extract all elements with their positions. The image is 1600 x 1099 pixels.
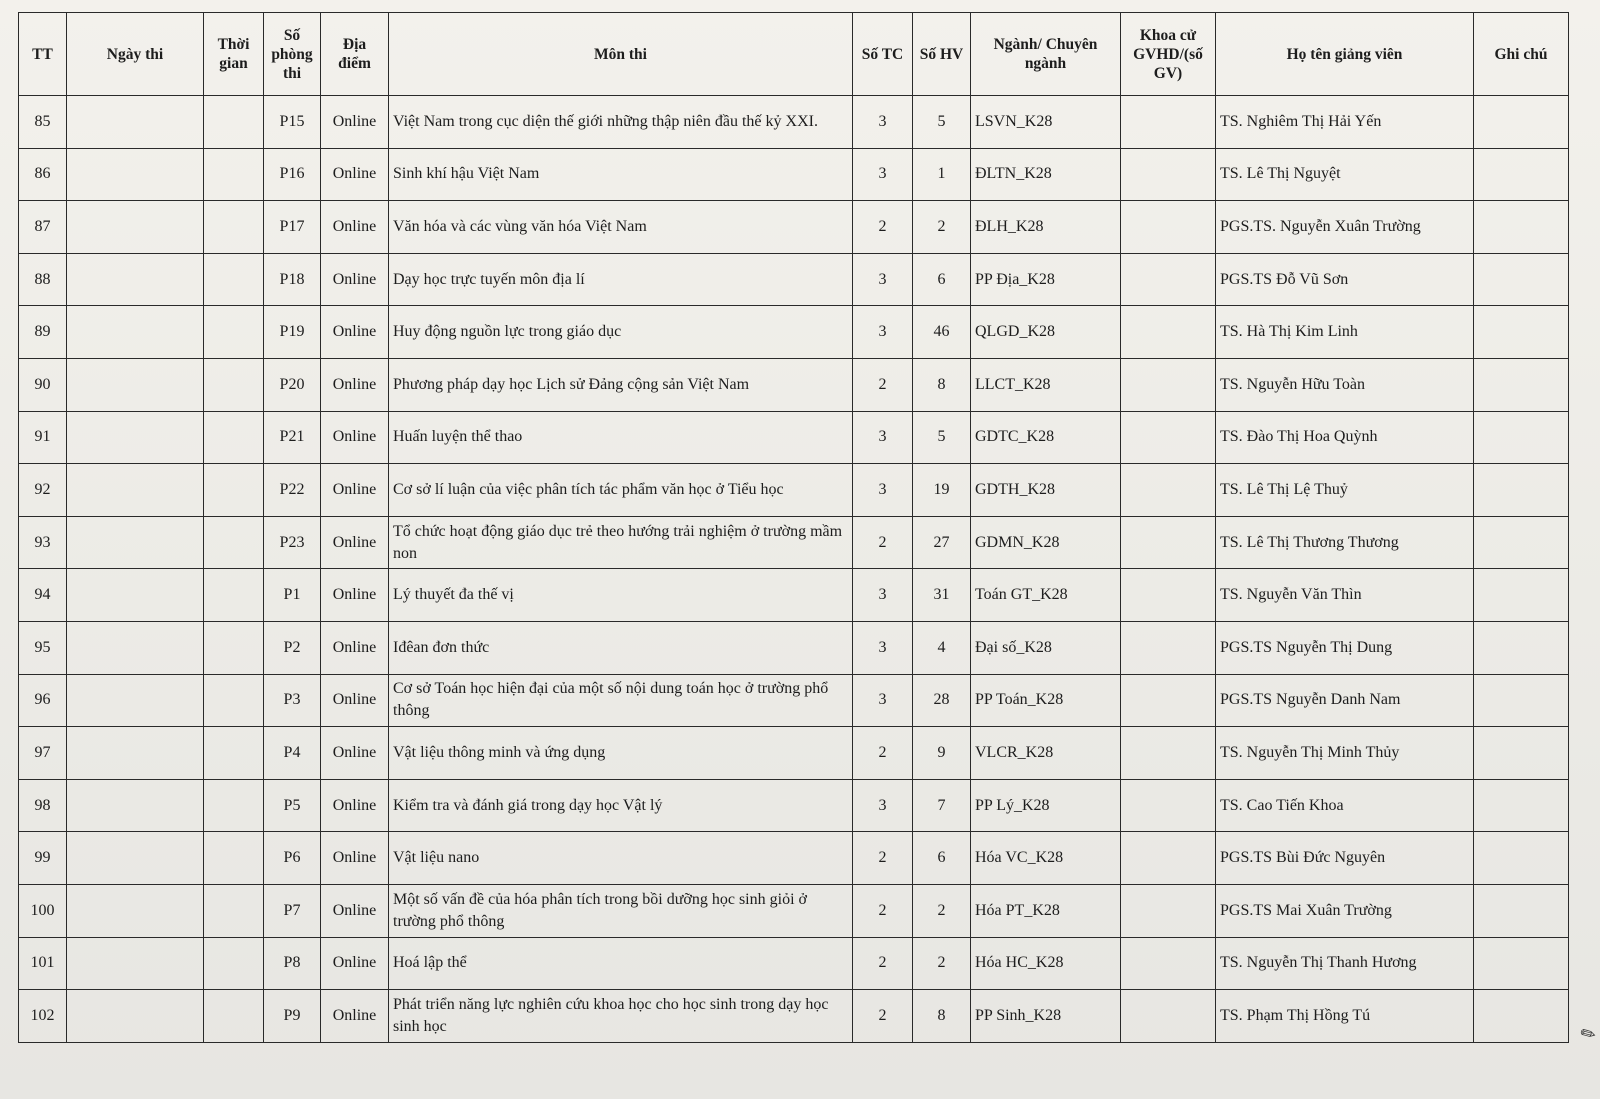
major-cell: Toán GT_K28 bbox=[971, 569, 1121, 622]
location-cell: Online bbox=[321, 306, 389, 359]
room-cell: P3 bbox=[264, 674, 321, 727]
time-cell bbox=[204, 674, 264, 727]
faculty-cell bbox=[1121, 411, 1216, 464]
pen-mark-icon: ✎ bbox=[1576, 1021, 1600, 1047]
students-cell: 2 bbox=[913, 937, 971, 990]
date-cell bbox=[67, 674, 204, 727]
faculty-cell bbox=[1121, 358, 1216, 411]
table-row bbox=[19, 937, 1569, 990]
table-body bbox=[19, 96, 1569, 1043]
location-cell: Online bbox=[321, 358, 389, 411]
notes-cell bbox=[1474, 516, 1569, 569]
header-tt: TT bbox=[19, 13, 67, 96]
faculty-cell bbox=[1121, 516, 1216, 569]
location-cell: Online bbox=[321, 832, 389, 885]
room-cell: P15 bbox=[264, 96, 321, 149]
row-number: 92 bbox=[19, 464, 67, 517]
major-cell: PP Địa_K28 bbox=[971, 253, 1121, 306]
location-cell: Online bbox=[321, 96, 389, 149]
row-number: 90 bbox=[19, 358, 67, 411]
room-cell: P7 bbox=[264, 884, 321, 937]
students-cell: 46 bbox=[913, 306, 971, 359]
credits-cell: 3 bbox=[853, 253, 913, 306]
time-cell bbox=[204, 832, 264, 885]
lecturer-cell: PGS.TS Nguyễn Danh Nam bbox=[1216, 674, 1474, 727]
location-cell: Online bbox=[321, 253, 389, 306]
row-number: 88 bbox=[19, 253, 67, 306]
credits-cell: 2 bbox=[853, 201, 913, 254]
location-cell: Online bbox=[321, 464, 389, 517]
time-cell bbox=[204, 201, 264, 254]
time-cell bbox=[204, 96, 264, 149]
students-cell: 2 bbox=[913, 884, 971, 937]
time-cell bbox=[204, 937, 264, 990]
lecturer-cell: TS. Lê Thị Thương Thương bbox=[1216, 516, 1474, 569]
major-cell: ĐLTN_K28 bbox=[971, 148, 1121, 201]
time-cell bbox=[204, 464, 264, 517]
notes-cell bbox=[1474, 464, 1569, 517]
lecturer-cell: PGS.TS Mai Xuân Trường bbox=[1216, 884, 1474, 937]
subject-cell: Hoá lập thể bbox=[389, 937, 853, 990]
table-row bbox=[19, 253, 1569, 306]
subject-cell: Phát triển năng lực nghiên cứu khoa học cho học sinh trong dạy học sinh học bbox=[389, 990, 853, 1043]
lecturer-cell: PGS.TS. Nguyễn Xuân Trường bbox=[1216, 201, 1474, 254]
credits-cell: 3 bbox=[853, 779, 913, 832]
students-cell: 9 bbox=[913, 727, 971, 780]
date-cell bbox=[67, 990, 204, 1043]
header-faculty: Khoa cử GVHD/(số GV) bbox=[1121, 13, 1216, 96]
students-cell: 31 bbox=[913, 569, 971, 622]
time-cell bbox=[204, 621, 264, 674]
header-exam-date: Ngày thi bbox=[67, 13, 204, 96]
notes-cell bbox=[1474, 832, 1569, 885]
header-credits: Số TC bbox=[853, 13, 913, 96]
time-cell bbox=[204, 306, 264, 359]
notes-cell bbox=[1474, 148, 1569, 201]
room-cell: P19 bbox=[264, 306, 321, 359]
notes-cell bbox=[1474, 779, 1569, 832]
table-row bbox=[19, 201, 1569, 254]
faculty-cell bbox=[1121, 832, 1216, 885]
location-cell: Online bbox=[321, 569, 389, 622]
students-cell: 6 bbox=[913, 253, 971, 306]
subject-cell: Vật liệu thông minh và ứng dụng bbox=[389, 727, 853, 780]
table-row bbox=[19, 411, 1569, 464]
subject-cell: Vật liệu nano bbox=[389, 832, 853, 885]
row-number: 93 bbox=[19, 516, 67, 569]
faculty-cell bbox=[1121, 674, 1216, 727]
notes-cell bbox=[1474, 411, 1569, 464]
subject-cell: Tổ chức hoạt động giáo dục trẻ theo hướng trải nghiệm ở trường mầm non bbox=[389, 516, 853, 569]
header-subject: Môn thi bbox=[389, 13, 853, 96]
major-cell: LLCT_K28 bbox=[971, 358, 1121, 411]
date-cell bbox=[67, 779, 204, 832]
location-cell: Online bbox=[321, 516, 389, 569]
lecturer-cell: TS. Nguyễn Hữu Toàn bbox=[1216, 358, 1474, 411]
room-cell: P22 bbox=[264, 464, 321, 517]
credits-cell: 2 bbox=[853, 358, 913, 411]
subject-cell: Kiểm tra và đánh giá trong dạy học Vật lý bbox=[389, 779, 853, 832]
notes-cell bbox=[1474, 727, 1569, 780]
room-cell: P16 bbox=[264, 148, 321, 201]
room-cell: P21 bbox=[264, 411, 321, 464]
location-cell: Online bbox=[321, 937, 389, 990]
time-cell bbox=[204, 779, 264, 832]
location-cell: Online bbox=[321, 411, 389, 464]
lecturer-cell: TS. Nguyễn Thị Thanh Hương bbox=[1216, 937, 1474, 990]
faculty-cell bbox=[1121, 937, 1216, 990]
header-time: Thời gian bbox=[204, 13, 264, 96]
notes-cell bbox=[1474, 884, 1569, 937]
row-number: 91 bbox=[19, 411, 67, 464]
location-cell: Online bbox=[321, 990, 389, 1043]
table-row bbox=[19, 884, 1569, 937]
faculty-cell bbox=[1121, 148, 1216, 201]
table-row bbox=[19, 516, 1569, 569]
time-cell bbox=[204, 148, 264, 201]
table-row bbox=[19, 674, 1569, 727]
major-cell: Đại số_K28 bbox=[971, 621, 1121, 674]
notes-cell bbox=[1474, 674, 1569, 727]
room-cell: P18 bbox=[264, 253, 321, 306]
date-cell bbox=[67, 727, 204, 780]
students-cell: 5 bbox=[913, 96, 971, 149]
table-row bbox=[19, 148, 1569, 201]
subject-cell: Huy động nguồn lực trong giáo dục bbox=[389, 306, 853, 359]
date-cell bbox=[67, 832, 204, 885]
table-row bbox=[19, 990, 1569, 1043]
table-row bbox=[19, 621, 1569, 674]
date-cell bbox=[67, 201, 204, 254]
notes-cell bbox=[1474, 306, 1569, 359]
subject-cell: Cơ sở Toán học hiện đại của một số nội dung toán học ở trường phổ thông bbox=[389, 674, 853, 727]
major-cell: QLGD_K28 bbox=[971, 306, 1121, 359]
students-cell: 6 bbox=[913, 832, 971, 885]
location-cell: Online bbox=[321, 148, 389, 201]
location-cell: Online bbox=[321, 727, 389, 780]
subject-cell: Dạy học trực tuyến môn địa lí bbox=[389, 253, 853, 306]
faculty-cell bbox=[1121, 96, 1216, 149]
room-cell: P2 bbox=[264, 621, 321, 674]
row-number: 98 bbox=[19, 779, 67, 832]
lecturer-cell: PGS.TS Đỗ Vũ Sơn bbox=[1216, 253, 1474, 306]
row-number: 96 bbox=[19, 674, 67, 727]
major-cell: Hóa PT_K28 bbox=[971, 884, 1121, 937]
lecturer-cell: TS. Nghiêm Thị Hải Yến bbox=[1216, 96, 1474, 149]
table-row bbox=[19, 832, 1569, 885]
lecturer-cell: TS. Hà Thị Kim Linh bbox=[1216, 306, 1474, 359]
credits-cell: 3 bbox=[853, 621, 913, 674]
location-cell: Online bbox=[321, 779, 389, 832]
header-major: Ngành/ Chuyên ngành bbox=[971, 13, 1121, 96]
lecturer-cell: PGS.TS Nguyễn Thị Dung bbox=[1216, 621, 1474, 674]
subject-cell: Cơ sở lí luận của việc phân tích tác phẩm văn học ở Tiểu học bbox=[389, 464, 853, 517]
major-cell: PP Sinh_K28 bbox=[971, 990, 1121, 1043]
row-number: 85 bbox=[19, 96, 67, 149]
major-cell: VLCR_K28 bbox=[971, 727, 1121, 780]
credits-cell: 3 bbox=[853, 96, 913, 149]
faculty-cell bbox=[1121, 464, 1216, 517]
students-cell: 4 bbox=[913, 621, 971, 674]
students-cell: 1 bbox=[913, 148, 971, 201]
header-row bbox=[19, 13, 1569, 96]
table-row bbox=[19, 306, 1569, 359]
time-cell bbox=[204, 358, 264, 411]
students-cell: 28 bbox=[913, 674, 971, 727]
table-row bbox=[19, 779, 1569, 832]
time-cell bbox=[204, 569, 264, 622]
table-row bbox=[19, 358, 1569, 411]
credits-cell: 2 bbox=[853, 516, 913, 569]
credits-cell: 3 bbox=[853, 148, 913, 201]
time-cell bbox=[204, 516, 264, 569]
credits-cell: 2 bbox=[853, 884, 913, 937]
location-cell: Online bbox=[321, 621, 389, 674]
lecturer-cell: TS. Đào Thị Hoa Quỳnh bbox=[1216, 411, 1474, 464]
table-row bbox=[19, 464, 1569, 517]
lecturer-cell: TS. Lê Thị Lệ Thuỷ bbox=[1216, 464, 1474, 517]
date-cell bbox=[67, 937, 204, 990]
row-number: 101 bbox=[19, 937, 67, 990]
header-lecturer: Họ tên giảng viên bbox=[1216, 13, 1474, 96]
date-cell bbox=[67, 621, 204, 674]
lecturer-cell: TS. Cao Tiến Khoa bbox=[1216, 779, 1474, 832]
major-cell: LSVN_K28 bbox=[971, 96, 1121, 149]
date-cell bbox=[67, 884, 204, 937]
exam-schedule-table bbox=[18, 12, 1569, 1043]
time-cell bbox=[204, 727, 264, 780]
students-cell: 27 bbox=[913, 516, 971, 569]
date-cell bbox=[67, 464, 204, 517]
room-cell: P20 bbox=[264, 358, 321, 411]
room-cell: P8 bbox=[264, 937, 321, 990]
header-room-number: Số phòng thi bbox=[264, 13, 321, 96]
room-cell: P4 bbox=[264, 727, 321, 780]
subject-cell: Huấn luyện thể thao bbox=[389, 411, 853, 464]
location-cell: Online bbox=[321, 201, 389, 254]
credits-cell: 3 bbox=[853, 306, 913, 359]
lecturer-cell: TS. Lê Thị Nguyệt bbox=[1216, 148, 1474, 201]
row-number: 94 bbox=[19, 569, 67, 622]
date-cell bbox=[67, 358, 204, 411]
row-number: 89 bbox=[19, 306, 67, 359]
faculty-cell bbox=[1121, 779, 1216, 832]
major-cell: PP Toán_K28 bbox=[971, 674, 1121, 727]
table-row bbox=[19, 569, 1569, 622]
faculty-cell bbox=[1121, 621, 1216, 674]
room-cell: P17 bbox=[264, 201, 321, 254]
time-cell bbox=[204, 884, 264, 937]
faculty-cell bbox=[1121, 727, 1216, 780]
faculty-cell bbox=[1121, 201, 1216, 254]
location-cell: Online bbox=[321, 884, 389, 937]
header-location: Địa điểm bbox=[321, 13, 389, 96]
table-row bbox=[19, 96, 1569, 149]
major-cell: GDMN_K28 bbox=[971, 516, 1121, 569]
notes-cell bbox=[1474, 621, 1569, 674]
students-cell: 2 bbox=[913, 201, 971, 254]
faculty-cell bbox=[1121, 306, 1216, 359]
major-cell: GDTH_K28 bbox=[971, 464, 1121, 517]
header-notes: Ghi chú bbox=[1474, 13, 1569, 96]
credits-cell: 3 bbox=[853, 569, 913, 622]
room-cell: P23 bbox=[264, 516, 321, 569]
subject-cell: Một số vấn đề của hóa phân tích trong bồi dưỡng học sinh giỏi ở trường phổ thông bbox=[389, 884, 853, 937]
row-number: 87 bbox=[19, 201, 67, 254]
date-cell bbox=[67, 96, 204, 149]
notes-cell bbox=[1474, 201, 1569, 254]
row-number: 95 bbox=[19, 621, 67, 674]
faculty-cell bbox=[1121, 884, 1216, 937]
date-cell bbox=[67, 411, 204, 464]
header-students: Số HV bbox=[913, 13, 971, 96]
date-cell bbox=[67, 516, 204, 569]
lecturer-cell: PGS.TS Bùi Đức Nguyên bbox=[1216, 832, 1474, 885]
room-cell: P5 bbox=[264, 779, 321, 832]
lecturer-cell: TS. Nguyễn Văn Thìn bbox=[1216, 569, 1474, 622]
subject-cell: Việt Nam trong cục diện thế giới những thập niên đầu thế kỷ XXI. bbox=[389, 96, 853, 149]
row-number: 102 bbox=[19, 990, 67, 1043]
students-cell: 8 bbox=[913, 990, 971, 1043]
notes-cell bbox=[1474, 96, 1569, 149]
faculty-cell bbox=[1121, 569, 1216, 622]
credits-cell: 3 bbox=[853, 411, 913, 464]
major-cell: PP Lý_K28 bbox=[971, 779, 1121, 832]
credits-cell: 2 bbox=[853, 832, 913, 885]
row-number: 100 bbox=[19, 884, 67, 937]
subject-cell: Lý thuyết đa thế vị bbox=[389, 569, 853, 622]
major-cell: GDTC_K28 bbox=[971, 411, 1121, 464]
credits-cell: 2 bbox=[853, 990, 913, 1043]
date-cell bbox=[67, 253, 204, 306]
subject-cell: Iđêan đơn thức bbox=[389, 621, 853, 674]
students-cell: 19 bbox=[913, 464, 971, 517]
lecturer-cell: TS. Phạm Thị Hồng Tú bbox=[1216, 990, 1474, 1043]
date-cell bbox=[67, 306, 204, 359]
faculty-cell bbox=[1121, 990, 1216, 1043]
row-number: 97 bbox=[19, 727, 67, 780]
subject-cell: Phương pháp dạy học Lịch sử Đảng cộng sản Việt Nam bbox=[389, 358, 853, 411]
notes-cell bbox=[1474, 253, 1569, 306]
credits-cell: 2 bbox=[853, 937, 913, 990]
major-cell: Hóa VC_K28 bbox=[971, 832, 1121, 885]
date-cell bbox=[67, 569, 204, 622]
room-cell: P9 bbox=[264, 990, 321, 1043]
notes-cell bbox=[1474, 569, 1569, 622]
notes-cell bbox=[1474, 358, 1569, 411]
faculty-cell bbox=[1121, 253, 1216, 306]
subject-cell: Sinh khí hậu Việt Nam bbox=[389, 148, 853, 201]
major-cell: ĐLH_K28 bbox=[971, 201, 1121, 254]
notes-cell bbox=[1474, 937, 1569, 990]
time-cell bbox=[204, 990, 264, 1043]
time-cell bbox=[204, 411, 264, 464]
major-cell: Hóa HC_K28 bbox=[971, 937, 1121, 990]
students-cell: 7 bbox=[913, 779, 971, 832]
time-cell bbox=[204, 253, 264, 306]
credits-cell: 3 bbox=[853, 464, 913, 517]
subject-cell: Văn hóa và các vùng văn hóa Việt Nam bbox=[389, 201, 853, 254]
notes-cell bbox=[1474, 990, 1569, 1043]
lecturer-cell: TS. Nguyễn Thị Minh Thủy bbox=[1216, 727, 1474, 780]
row-number: 99 bbox=[19, 832, 67, 885]
room-cell: P6 bbox=[264, 832, 321, 885]
students-cell: 8 bbox=[913, 358, 971, 411]
table-row bbox=[19, 727, 1569, 780]
room-cell: P1 bbox=[264, 569, 321, 622]
students-cell: 5 bbox=[913, 411, 971, 464]
date-cell bbox=[67, 148, 204, 201]
row-number: 86 bbox=[19, 148, 67, 201]
location-cell: Online bbox=[321, 674, 389, 727]
credits-cell: 3 bbox=[853, 674, 913, 727]
credits-cell: 2 bbox=[853, 727, 913, 780]
